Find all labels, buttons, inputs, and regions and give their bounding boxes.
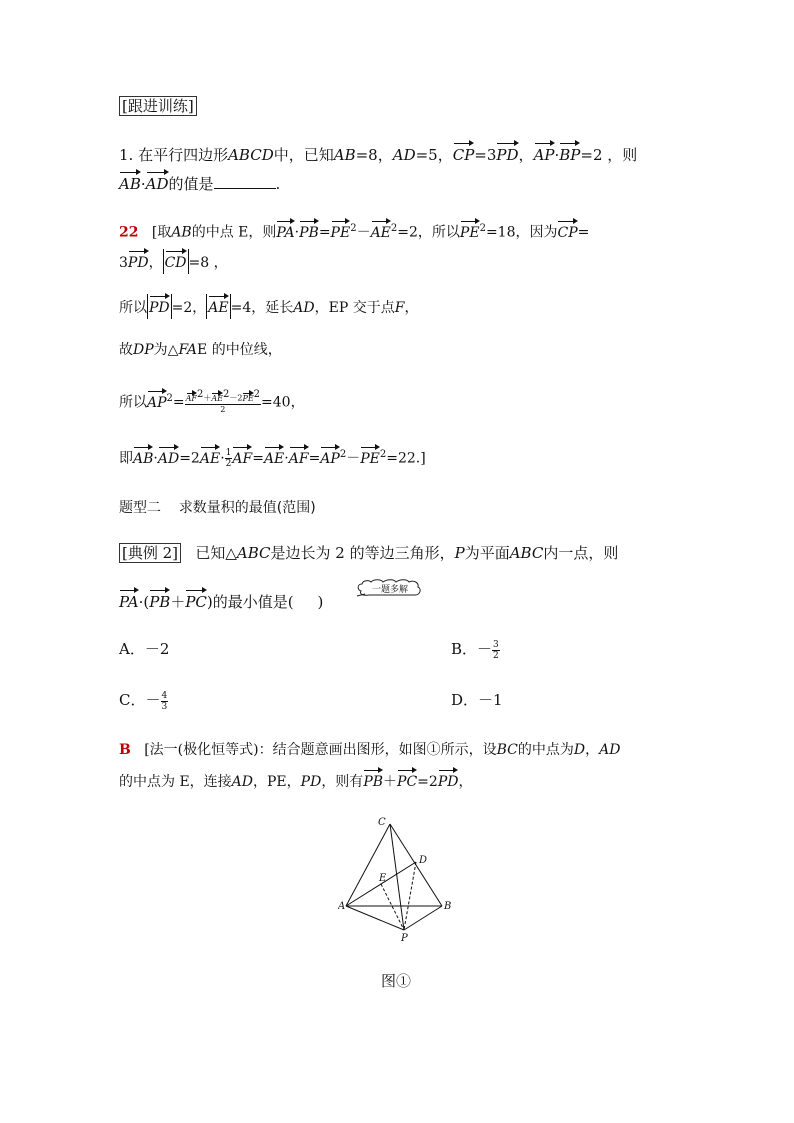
example-line-2: PA·(PB＋PC)的最小值是( ) [119,588,323,613]
badge-label: 一题多解 [371,585,409,595]
label-e: E [379,873,387,884]
label-p: P [401,933,408,944]
solution-1-line-6: 即AB·AD=2AE· $\frac{1}{2}$ $AF=AE\cdot AF=AP^2-PE^2=22$.] [119,444,426,470]
vector-bp: BP [559,141,580,166]
type-heading: 题型二 求数量积的最值(范围) [119,500,316,516]
option-c: C．－ $\frac{4}{3}$ [119,690,168,712]
example-line-1: [典例 2] 已知△ABC是边长为 2 的等边三角形，P为平面ABC内一点，则 [119,542,618,564]
triangle-figure [338,814,468,944]
figure-caption: 图① [381,972,412,990]
solution-1-line-3: 所以 PD =2， AE =4，延长AD，EP 交于点F， [119,294,418,319]
section-tag: [跟进训练] [119,95,197,117]
segment-ap [346,906,404,930]
fraction: $\frac{AF^2+AE^2-2PE^2}{2}$ [185,389,261,414]
vector-cp: CP [453,141,475,166]
vector-ap: AP [534,141,555,166]
segment-dp [404,862,416,930]
answer-blank [214,174,276,189]
answer-value: 22 [119,224,139,241]
edge-ca [346,824,390,906]
label-c: C [378,817,386,828]
option-d: D．－1 [451,691,503,709]
label-b: B [444,901,452,912]
cloud-badge-icon [355,578,423,600]
label-a: A [338,901,346,912]
multi-solution-badge [355,578,423,600]
solution-1-line-2: 3PD， CD =8 ， [119,249,228,274]
option-a: A．－2 [119,640,170,658]
solution-2-line-1: B [法一(极化恒等式)：结合题意画出图形，如图①所示，设BC的中点为D，AD [119,742,621,758]
edge-cb [390,824,442,906]
solution-1-line-5: 所以$AP^2=$ $\frac{AF^2+AE^2-2PE^2}{2}$ =40， [119,389,305,414]
vector-pd: PD [496,141,518,166]
segment-bp [404,906,442,930]
question-1-line-1: 1. 在平行四边形ABCD中，已知AB=8，AD=5，CP=3PD，AP·BP=2 ，则 [119,141,637,166]
question-1-line-2: AB·AD的值是 . [119,170,280,195]
solution-1-line-1: 22 [取AB的中点 E，则$PA\cdot PB=PE^2-AE^2=2$，所以$PE^2=18$，因为CP= [119,218,589,244]
solution-1-line-4: 故DP为△FAE 的中位线， [119,342,282,358]
label-d: D [419,855,428,866]
solution-2-line-2: 的中点为 E，连接AD，PE，PD，则有PB＋PC=2PD， [119,768,472,793]
option-b: B．－ $\frac{3}{2}$ [451,639,499,661]
